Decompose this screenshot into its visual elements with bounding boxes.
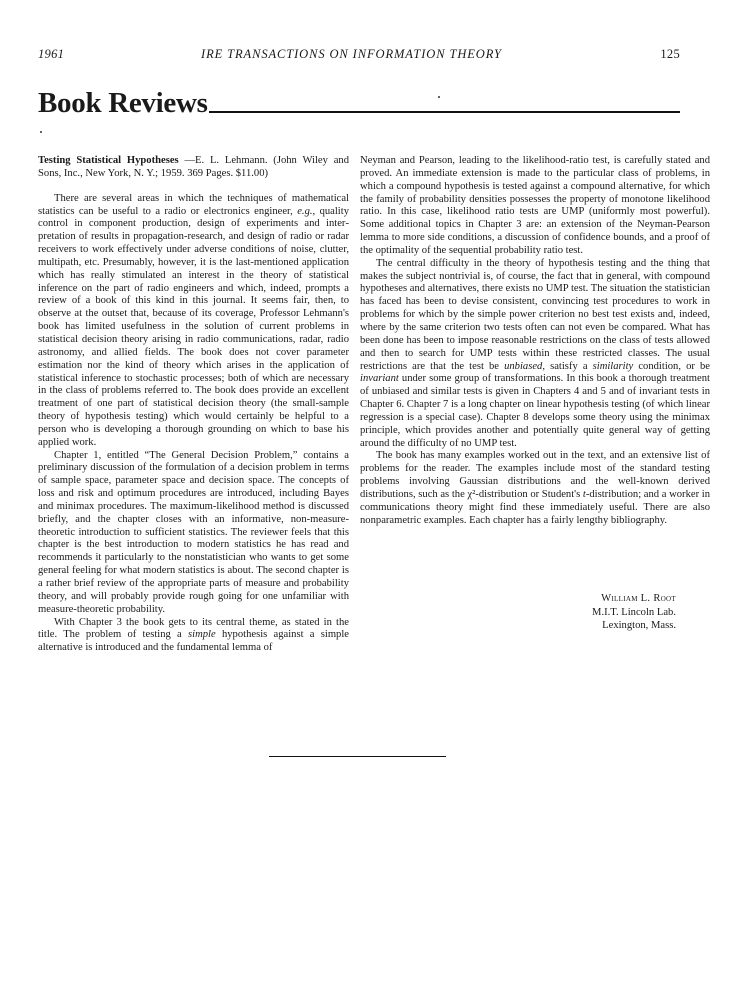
reviewer-affiliation: M.I.T. Lincoln Lab. [592, 606, 676, 618]
emphasis: invariant [360, 373, 399, 385]
emphasis: t [582, 488, 586, 500]
emphasis: unbiased [504, 360, 543, 372]
right-column [360, 155, 710, 527]
scan-speck [40, 131, 42, 133]
review-paragraph-1 [38, 193, 349, 450]
text-run: hypothesis against a simple alternative is introduced and the fundamental lemma of [38, 629, 350, 654]
reviewer-name: William L. Root [601, 593, 676, 604]
text-run: , quality control in component production, design of experiments and interpretation of results in propagation-research, and design of radio or radar receivers to work effectively under adverse conditions of noise, clutter, multipath, etc. Presumably, however, it is the last-mentioned application which has really stimulated an interest in the theory of statistical inference on the part of radio engineers and which, indeed, prompts a review of a book of this kind in this journal. It seems fair, then, to observe at the outset that, because of its coverage, Professor Lehmann's book has limited usefulness in the solution of current problems in statistical decision theory arising in radio communications, radar, radio astronomy, and allied fields. The book does not cover parameter estimation nor the kind of theory which arises in the application of statistical inference to stochastic processes; both of which are necessary in the class of problems referred to. The book does provide an excellent treatment of one part of statistical decision theory (the small-sample theory of hypothesis testing) which would certainly be helpful to a person who is developing a thorough grounding on which to base his applied work. [38, 205, 349, 448]
emphasis: simple [188, 629, 216, 641]
text-run: condition, or be [633, 360, 710, 372]
end-of-article-rule [269, 756, 446, 757]
section-heading [38, 84, 680, 118]
journal-name: IRE TRANSACTIONS ON INFORMATION THEORY [201, 47, 502, 61]
emphasis: similarity [592, 360, 634, 372]
book-title: Testing Statistical Hypotheses [38, 155, 179, 166]
review-paragraph-4 [360, 258, 710, 451]
page-number: 125 [660, 47, 680, 61]
text-run: The central difficulty in the theory of hypothesis testing and the thing that makes the subject nontrivial is, of course, the fact that in general, with compound hypotheses and alternatives, there exists no UMP test. The situation the statistician has faced has been to devise consistent, convincing test procedures to work in problems for which by the simple power criterion no best test exists and, indeed, where by the same criterion two tests often can not even be compared. What has been done has been to impose reasonable restrictions on the class of tests allowed and then to search for UMP tests within these restricted classes. The usual restrictions are that the test be [360, 257, 710, 372]
text-run: , satisfy a [542, 360, 593, 372]
scan-speck [438, 96, 440, 98]
section-title: Book Reviews [38, 87, 208, 119]
reviewer-location: Lexington, Mass. [602, 620, 676, 631]
heading-rule [209, 111, 680, 113]
publication-year: 1961 [38, 47, 65, 61]
text-run: With Chapter 3 the book gets to its central theme, as stated in the title. The problem of testing a [38, 616, 349, 641]
review-paragraph-5 [360, 450, 710, 527]
text-run: There are several areas in which the techniques of mathematical statistics can be useful to a radio or electronics engineer, [38, 192, 349, 217]
text-run: -distribution; and a worker in communications theory might find these immediately useful. There are also nonparametric examples. Each chapter has a fairly lengthy bibliography. [360, 488, 711, 526]
left-column [38, 155, 349, 655]
review-paragraph-2: Chapter 1, entitled “The General Decision Problem,” contains a preliminary discussion of the formulation of a decision problem in terms of sample space, parameter space and decision space. The concepts of loss and risk and optimum procedures are introduced, including Bayes and minimax procedures. The maximum-likelihood method is discussed briefly, and the chapter closes with an informative, non-measure-theoretic introduction to sufficient statistics. The reviewer feels that this chapter is the best introduction to modern statistics he has read and recommends it particularly to the nonstatistician who wants to get some general feeling for what modern statistics is about. The second chapter is a rather brief review of the appropriate parts of measure and probability theory, and will probably provide rough going for one unfamiliar with measure-theoretic probability. [38, 449, 349, 615]
emphasis: e.g. [297, 205, 313, 217]
book-details: —E. L. Lehmann. (John Wiley and Sons, Inc., New York, N. Y.; 1959. 369 Pages. $11.00) [38, 155, 349, 179]
book-citation [38, 155, 349, 181]
review-paragraph-3-continued: Neyman and Pearson, leading to the likelihood-ratio test, is carefully stated and proved. An immediate extension is made to the particular class of problems, in which a compound hypothesis is tested against a compound alternative, for which the family of probability densities possesses the property of monotone likelihood ratio. In this case, likelihood ratio tests are UMP (uniformly most powerful). Some additional topics in Chapter 3 are: an extension of the Neyman-Pearson lemma to more side conditions, a discussion of confidence bounds, and a proof of the optimality of the sequential probability ratio test. [360, 155, 710, 256]
running-head [38, 47, 680, 63]
reviewer-signature [520, 592, 676, 633]
text-run: under some group of transformations. In this book a thorough treatment of unbiased and similar tests is given in Chapters 4 and 5 and of invariant tests in Chapter 6. Chapter 7 is a long chapter on linear hypothesis testing (of which linear regression is a special case). Chapter 8 develops some theory using the minimax principle, which provides another and potentially quite general way of getting around the difficulty of no UMP test. [360, 373, 710, 449]
text-run: The book has many examples worked out in the text, and an extensive list of problems for the reader. The examples include most of the standard testing problems involving Gaussian distributions and the well-known derived distributions, such as the χ²-distribution or Student's [360, 450, 710, 500]
review-paragraph-3 [38, 617, 349, 656]
